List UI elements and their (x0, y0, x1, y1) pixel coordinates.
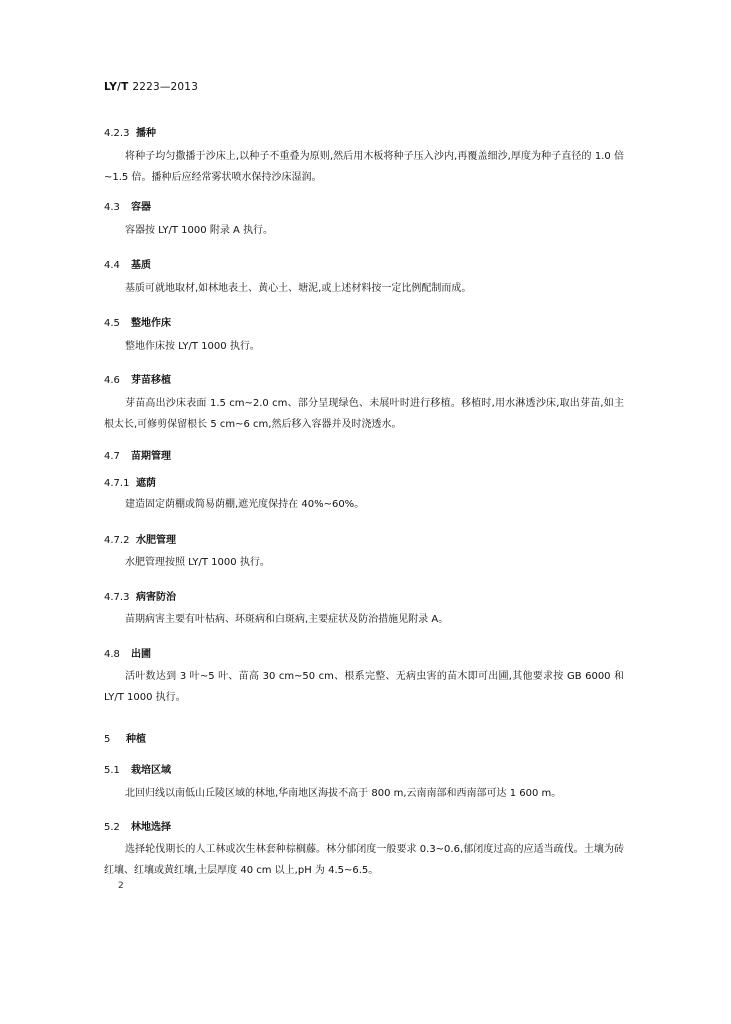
paragraph-4-7-2: 水肥管理按照 LY/T 1000 执行。 (125, 557, 270, 568)
paragraph-4-7-3: 苗期病害主要有叶枯病、环斑病和白斑病,主要症状及防治措施见附录 A。 (125, 614, 449, 625)
standard-header (104, 81, 198, 93)
paragraph-4-8: 活叶数达到 3 叶~5 叶、苗高 30 cm~50 cm、根系完整、无病虫害的苗木即可出圃,其他要求按 GB 6000 和 LY/T 1000 执行。 (104, 671, 624, 703)
paragraph-4-3: 容器按 LY/T 1000 附录 A 执行。 (125, 225, 274, 236)
standard-code: LY/T (104, 81, 129, 93)
heading-5-1: 5.1 栽培区域 (104, 765, 171, 776)
paragraph-4-4: 基质可就地取材,如林地表土、黄心土、塘泥,或上述材料按一定比例配制而成。 (125, 283, 472, 294)
paragraph-4-2-3: 将种子均匀撒播于沙床上,以种子不重叠为原则,然后用木板将种子压入沙内,再覆盖细沙,厚度为种子直径的 1.0 倍~1.5 倍。播种后应经常雾状喷水保持沙床湿润。 (104, 151, 624, 183)
heading-4-5: 4.5 整地作床 (104, 318, 171, 329)
paragraph-4-7-1: 建造固定荫棚或简易荫棚,遮光度保持在 40%~60%。 (125, 499, 365, 510)
paragraph-4-5: 整地作床按 LY/T 1000 执行。 (125, 341, 260, 352)
page-number: 2 (118, 881, 124, 891)
heading-4-6: 4.6 芽苗移植 (104, 375, 171, 386)
heading-4-7: 4.7 苗期管理 (104, 451, 171, 462)
heading-4-7-2: 4.7.2 水肥管理 (104, 535, 176, 546)
standard-number: 2223—2013 (132, 81, 199, 93)
heading-4-8: 4.8 出圃 (104, 649, 151, 660)
heading-4-4: 4.4 基质 (104, 260, 151, 271)
heading-4-7-3: 4.7.3 病害防治 (104, 592, 176, 603)
heading-4-2-3: 4.2.3 播种 (104, 128, 156, 139)
paragraph-5-1: 北回归线以南低山丘陵区域的林地,华南地区海拔不高于 800 m,云南南部和西南部可达 1 600 m。 (125, 788, 562, 799)
paragraph-4-6: 芽苗高出沙床表面 1.5 cm~2.0 cm、部分呈现绿色、未展叶时进行移植。移植时,用水淋透沙床,取出芽苗,如主根太长,可修剪保留根长 5 cm~6 cm,然后移入容器并及时浇透水。 (104, 398, 624, 430)
heading-4-3: 4.3 容器 (104, 202, 151, 213)
paragraph-5-2: 选择轮伐期长的人工林或次生林套种棕榈藤。林分郁闭度一般要求 0.3~0.6,郁闭度过高的应适当疏伐。土壤为砖红壤、红壤或黄红壤,土层厚度 40 cm 以上,pH 为 4.5~6.5。 (104, 844, 624, 876)
heading-5-2: 5.2 林地选择 (104, 822, 171, 833)
heading-5: 5 种植 (104, 734, 146, 745)
heading-4-7-1: 4.7.1 遮荫 (104, 478, 156, 489)
